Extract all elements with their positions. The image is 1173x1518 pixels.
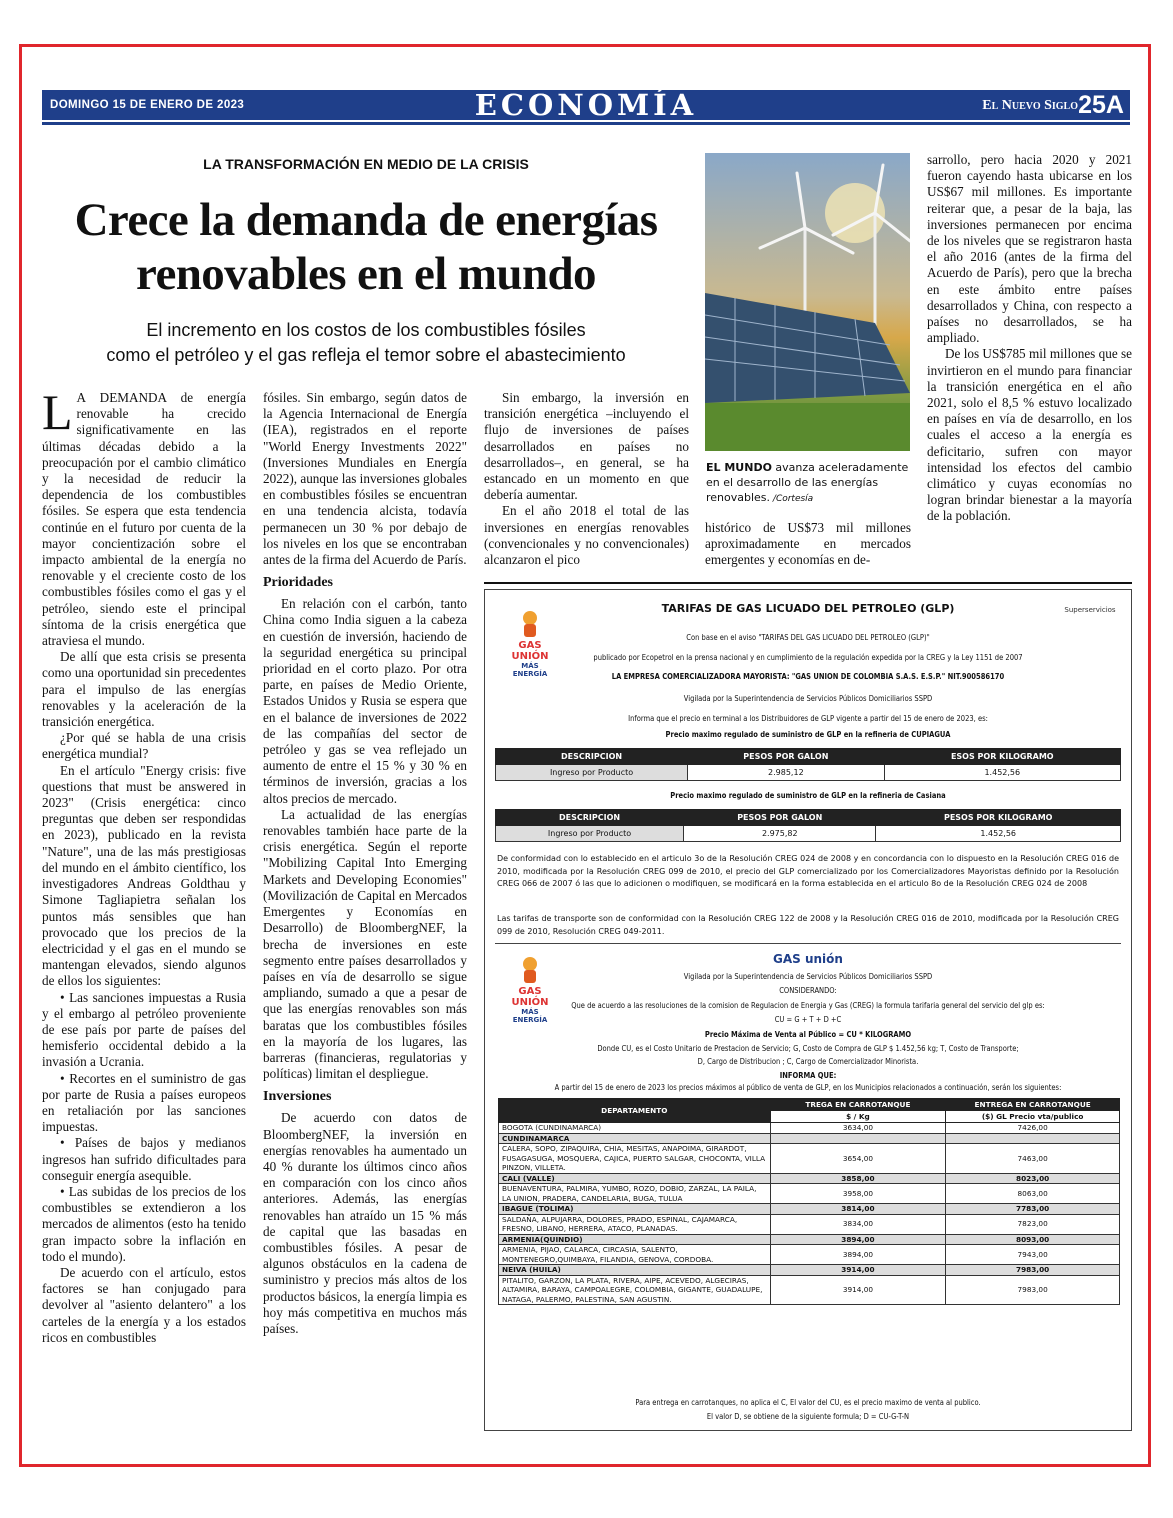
col-header: PESOS POR KILOGRAMO [876, 810, 1121, 826]
table-cell: 3914,00 [770, 1265, 946, 1276]
cupiagua-title: Precio maximo regulado de suministro de GLP en la refineria de CUPIAGUA [665, 730, 951, 739]
col-header: DESCRIPCION [496, 810, 684, 826]
table-cell: 2.985,12 [688, 765, 884, 781]
newspaper-name: El Nuevo Siglo [982, 98, 1078, 113]
paragraph: De acuerdo con el artículo, estos factores se han conjugado para devolver al "asiento delantero" a los carteles de la energía y a los estados ricos en combustibles [42, 1264, 246, 1345]
table-cell: 3894,00 [770, 1245, 946, 1265]
gas-union-logo-2: GAS UNIÓN MÁS ENERGÍA [503, 954, 557, 1024]
paragraph: fósiles. Sin embargo, según datos de la Agencia Internacional de Energía (IEA), registrados en el reporte "World Energy Investments 2022"(Inversiones Mundiales en Energía 2022), aunque las inversiones globales en combustibles fósiles se encuentran en una tendencia alcista, todavía permanecen un 30 % por debajo de los niveles en los que se encontraban antes de la firma del Acuerdo de París. [263, 390, 467, 568]
bullet-item: • Las sanciones impuestas a Rusia y el embargo al petróleo proveniente de ese país por parte de países del hemisferio occidental debido a la invasión a Ucrania. [42, 989, 246, 1070]
article-subtitle [42, 318, 690, 368]
table-row [499, 1173, 1120, 1184]
glp-tariff-ad [484, 589, 1132, 1431]
ad-line: Informa que el precio en terminal a los Distribuidores de GLP vigente a partir del 15 de enero de 2023, es: [628, 714, 988, 723]
col-header: DESCRIPCION [496, 749, 688, 765]
table-cell [946, 1133, 1120, 1144]
paragraph: De acuerdo con datos de BloombergNEF, la inversión en energías renovables ha aumentado un 40 % durante los últimos cinco años en comparación con los cinco años anteriores. Además, las energías renovables han atraído un 15 % más de capital que las basadas en combustibles fósiles. A pesar de algunos obstáculos en la cadena de suministro y precios más altos de los productos básicos, la energía limpia es hoy más competitiva en muchos más países. [263, 1110, 467, 1336]
table-row [499, 1133, 1120, 1144]
title-line-1: Crece la demanda de energías [74, 194, 658, 246]
ad-line: Donde CU, es el Costo Unitario de Prestacion de Servicio; G, Costo de Compra de GLP $ 1.452,56 kg; T, Costo de Transporte; [597, 1044, 1019, 1053]
table-cell: 7983,00 [946, 1275, 1120, 1305]
ad-top-rule [484, 582, 1132, 584]
paragraph: De allí que esta crisis se presenta como una oportunidad sin precedentes para el impulso de las energías renovables y la aceleración de la transición energética. [42, 649, 246, 730]
table-cell [770, 1133, 946, 1144]
article-column-1 [42, 390, 246, 1430]
col-header: PESOS POR GALON [688, 749, 884, 765]
table-cell: SALDAÑA, ALPUJARRA, DOLORES, PRADO, ESPINAL, CAJAMARCA, FRESNO, LIBANO, HERRERA, ATACO, PLANADAS. [499, 1214, 771, 1234]
table-cell: Ingreso por Producto [496, 826, 684, 842]
col-header: ESOS POR KILOGRAMO [884, 749, 1120, 765]
ad-divider [495, 943, 1121, 944]
ad-line: Que de acuerdo a las resoluciones de la comision de Regulacion de Energia y Gas (CREG) la formula tarifaria general del servicio del glp es: [571, 1001, 1045, 1010]
subtitle-line-1: El incremento en los costos de los combustibles fósiles [146, 320, 586, 340]
col-header: $ / Kg [770, 1111, 946, 1123]
ad-note-2: Las tarifas de transporte son de conformidad con la Resolución CREG 122 de 2008 y la Resolución CREG 016 de 2010, modificada por la Resolución CREG 099 de 2010, Resolución CREG 049-2011. [497, 914, 1119, 936]
article-column-4 [705, 520, 911, 574]
table-cell: 2.975,82 [684, 826, 876, 842]
ad-line: Vigilada por la Superintendencia de Servicios Públicos Domiciliarios SSPD [683, 694, 933, 703]
table-cell: 3634,00 [770, 1123, 946, 1134]
wind-turbine-solar-illustration [705, 153, 910, 451]
title-line-2: renovables en el mundo [136, 248, 596, 300]
col-header: TREGA EN CARROTANQUE [770, 1099, 946, 1111]
table-cell: 7983,00 [946, 1265, 1120, 1276]
ad-line: CONSIDERANDO: [779, 986, 837, 995]
table-cell: Ingreso por Producto [496, 765, 688, 781]
table-cell: IBAGUE (TOLIMA) [499, 1204, 771, 1215]
bullet-item: • Las subidas de los precios de los combustibles se extendieron a los mercados de alimentos (esto ha tenido gran impacto sobre la inflación en todo el mundo). [42, 1183, 246, 1264]
ad-line: A partir del 15 de enero de 2023 los precios máximos al público de venta de GLP, en los Municipios relacionados a continuación, serán los siguientes: [554, 1083, 1062, 1092]
paragraph: ¿Por qué se habla de una crisis energética mundial? [42, 730, 246, 762]
superservicios-logo: Superservicios [1064, 606, 1116, 614]
issue-date: DOMINGO 15 DE ENERO DE 2023 [50, 99, 245, 111]
article-kicker: LA TRANSFORMACIÓN EN MEDIO DE LA CRISIS [203, 156, 529, 172]
paragraph: histórico de US$73 mil millones aproximadamente en mercados emergentes y economías en de- [705, 520, 911, 568]
table-row [499, 1123, 1120, 1134]
table-cell: CUNDINAMARCA [499, 1133, 771, 1144]
article-title [30, 193, 702, 301]
table-cell: 3894,00 [770, 1234, 946, 1245]
cupiagua-table [495, 748, 1121, 781]
subtitle-line-2: como el petróleo y el gas refleja el temor sobre el abastecimiento [106, 345, 626, 365]
table-cell: ARMENIA, PIJAO, CALARCA, CIRCASIA, SALENTO, MONTENEGRO,QUIMBAYA, FILANDIA, GENOVA, CORDOBA. [499, 1245, 771, 1265]
table-cell: 3834,00 [770, 1214, 946, 1234]
table-cell: 8093,00 [946, 1234, 1120, 1245]
table-cell: 1.452,56 [884, 765, 1120, 781]
article-column-5 [927, 152, 1132, 572]
article-column-2 [263, 390, 467, 1430]
page-number: 25A [1078, 91, 1124, 119]
ad-line: INFORMA QUE: [779, 1071, 837, 1080]
table-cell: 7426,00 [946, 1123, 1120, 1134]
casiana-title: Precio maximo regulado de suministro de GLP en la refineria de Casiana [670, 791, 946, 800]
section-header [42, 90, 1130, 120]
bullet-item: • Recortes en el suministro de gas por parte de Rusia a países europeos en retaliación por las sanciones impuestas. [42, 1070, 246, 1135]
subheading-prioridades: Prioridades [263, 575, 333, 591]
table-row [499, 1184, 1120, 1204]
ad-footer: Para entrega en carrotanques, no aplica el C, El valor del CU, es el precio maximo de venta al publico. [635, 1398, 981, 1407]
gas-union-logo: GAS UNIÓN MÁS ENERGÍA [503, 608, 557, 678]
table-row [499, 1275, 1120, 1305]
table-cell: 8063,00 [946, 1184, 1120, 1204]
photo-caption: EL MUNDO avanza aceleradamente en el desarrollo de las energías renovables. /Cortesía [706, 461, 909, 504]
table-cell: 3814,00 [770, 1204, 946, 1215]
table-row [499, 1214, 1120, 1234]
drop-cap: L [42, 390, 73, 440]
table-cell: 7783,00 [946, 1204, 1120, 1215]
ad-line: Con base en el aviso "TARIFAS DEL GAS LICUADO DEL PETROLEO (GLP)" [686, 633, 930, 642]
ad-line: Precio Máxima de Venta al Público = CU * KILOGRAMO [704, 1030, 912, 1039]
paragraph: L A DEMANDA de energía renovable ha crecido significativamente en las últimas décadas debido a la preocupación por el cambio climático y la necesidad de reducir la dependencia de los combustibles fósiles. Se espera que esta tendencia continúe en el futuro por cuenta de la mayor concientización sobre el impacto ambiental de la energía no renovable y el creciente costo de los combustibles fósiles como el gas y el petróleo, siendo este el principal síntoma de la crisis energética que atraviesa el mundo. [42, 390, 246, 649]
table-cell: PITALITO, GARZON, LA PLATA, RIVERA, AIPE, ACEVEDO, ALGECIRAS, ALTAMIRA, BARAYA, CAMPOALEGRE, COLOMBIA, GIGANTE, GUADALUPE, NATAGA, PALERMO, PALESTINA, SAN AGUSTIN. [499, 1275, 771, 1305]
table-row [499, 1265, 1120, 1276]
table-cell: 3958,00 [770, 1184, 946, 1204]
header-rule [42, 122, 1130, 125]
section-name: ECONOMÍA [474, 88, 698, 122]
col-header: ($) GL Precio vta/publico [946, 1111, 1120, 1123]
table-cell: 1.452,56 [876, 826, 1121, 842]
table-row [499, 1245, 1120, 1265]
table-cell: NEIVA (HUILA) [499, 1265, 771, 1276]
paragraph: En el artículo "Energy crisis: five questions that must be answered in 2023" (Crisis energética: cinco preguntas que deben ser respondidas en 2023), publicado en la revista "Nature", una de las más prestigiosas del mundo en el ámbito científico, los investigadores Andreas Goldthau y Simone Tagliapietra señalan los puntos más sensibles que han provocado que los precios de la electricidad y el gas en el mundo se mantengan elevados, siendo algunos de ellos los siguientes: [42, 762, 246, 989]
ad-company: LA EMPRESA COMERCIALIZADORA MAYORISTA: "GAS UNION DE COLOMBIA S.A.S. E.S.P." NIT.900586170 [611, 672, 1005, 681]
ad-line: publicado por Ecopetrol en la prensa nacional y en cumplimiento de la regulación expedida por la CREG y la Ley 1151 de 2007 [593, 653, 1023, 662]
casiana-table [495, 809, 1121, 842]
col-header: PESOS POR GALON [684, 810, 876, 826]
ad-line: Vigilada por la Superintendencia de Servicios Públicos Domiciliarios SSPD [683, 972, 933, 981]
table-row [499, 1144, 1120, 1174]
wind-solar-photo [705, 153, 910, 451]
paragraph: En el año 2018 el total de las inversiones en energías renovables (convencionales y no convencionales) alcanzaron el pico [484, 503, 689, 568]
table-cell: 7943,00 [946, 1245, 1120, 1265]
table-cell: 3914,00 [770, 1275, 946, 1305]
table-cell: 7823,00 [946, 1214, 1120, 1234]
table-cell: 7463,00 [946, 1144, 1120, 1174]
paragraph: sarrollo, pero hacia 2020 y 2021 fueron cayendo hasta ubicarse en los US$67 mil millones. Es importante reiterar que, a pesar de la baja, las inversiones permanecen por encima de los niveles que se registraron hasta el año 2016 (antes de la firma del Acuerdo de París), pero que la brecha en este ámbito entre países desarrollados y China, con respecto a países no desarrollados, se ha ampliado. [927, 152, 1132, 346]
table-row [499, 1234, 1120, 1245]
municipal-price-table [498, 1098, 1120, 1305]
table-cell: 3858,00 [770, 1173, 946, 1184]
table-cell: BOGOTA (CUNDINAMARCA) [499, 1123, 771, 1134]
table-cell: 3654,00 [770, 1144, 946, 1174]
paragraph: La actualidad de las energías renovables también hace parte de la crisis energética. Según el reporte "Mobilizing Capital Into Emerging Markets and Developing Economies" (Movilización de Capital en Mercados Emergentes y Economías en Desarrollo) de BloombergNEF, la brecha de inversiones en este segmento entre países desarrollados y países en vía de desarrollo se sigue ampliando, sumado a que a pesar de que las energías renovables son más baratas que los combustibles fósiles en la mayoría de los lugares, las barreras (financieras, regulatorias y políticas) limitan el despliegue. [263, 806, 467, 1082]
paragraph: Sin embargo, la inversión en transición energética –incluyendo el flujo de inversiones de países desarrollados en países no desarrollados–, en general, se ha estancado en un momento en que debería aumentar. [484, 390, 689, 503]
table-cell: CALI (VALLE) [499, 1173, 771, 1184]
subheading-inversiones: Inversiones [263, 1089, 332, 1105]
article-column-3 [484, 390, 689, 572]
col-header: DEPARTAMENTO [499, 1099, 771, 1123]
ad-note-1: De conformidad con lo establecido en el articulo 3o de la Resolución CREG 024 de 2008 y en concordancia con lo dispuesto en la Resolución CREG 016 de 2010, modificada por la Resolución CREG 099 de 2010, el precio del GLP comercializado por los Comercializadores Mayoristas definido por la Resolución CREG 066 de 2007 ó las que lo adicionen o modifiquen, se modificará en la forma establecida en el articulo 8o de la Resolución CREG 024 de 2008 [497, 854, 1119, 888]
ad-footer: El valor D, se obtiene de la siguiente formula; D = CU-G-T-N [706, 1412, 910, 1421]
paragraph: De los US$785 mil millones que se invirtieron en el mundo para financiar la transición energética en el año 2021, solo el 8,5 % estuvo localizado en países en vía de desarrollo, en los cuales el acceso a la energía es deficitario, sufren con mayor intensidad los efectos del cambio climático y cuyas economías no logran brindar bienestar a la mayoría de la población. [927, 346, 1132, 524]
table-cell: 8023,00 [946, 1173, 1120, 1184]
bullet-item: • Países de bajos y medianos ingresos han sufrido dificultades para conseguir energía asequible. [42, 1135, 246, 1183]
formula: CU = G + T + D +C [774, 1015, 842, 1024]
table-cell: CALERA, SOPO, ZIPAQUIRA, CHIA, MESITAS, ANAPOIMA, GIRARDOT, FUSAGASUGA, MOSQUERA, CAJICA, PUERTO SALGAR, CHOCONTA, VILLA PINZON, VILLETA. [499, 1144, 771, 1174]
ad-line: D, Cargo de Distribucion ; C, Cargo de Comercializador Minorista. [697, 1057, 919, 1066]
paragraph: En relación con el carbón, tanto China como India siguen a la cabeza en cuestión de inversión, haciendo de la seguridad energética su principal prioridad en el corto plazo. Por otra parte, en países de Medio Oriente, Estados Unidos y Rusia se espera que en el balance de inversiones de 2022 de las compañías del sector de petróleo y gas se vea reflejado un aumento de entre el 15 % y 30 % en términos de inversión, gracias a los altos precios de mercado. [263, 596, 467, 806]
gas-union-wordmark: GAS unión [773, 952, 843, 966]
col-header: ENTREGA EN CARROTANQUE [946, 1099, 1120, 1111]
ad-title: TARIFAS DE GAS LICUADO DEL PETROLEO (GLP) [661, 602, 955, 615]
table-cell: BUENAVENTURA, PALMIRA, YUMBO, ROZO, DOBIO, ZARZAL, LA PAILA, LA UNION, PRADERA, CANDELARIA, BUGA, TULUA [499, 1184, 771, 1204]
table-row [499, 1204, 1120, 1215]
table-cell: ARMENIA(QUINDIO) [499, 1234, 771, 1245]
